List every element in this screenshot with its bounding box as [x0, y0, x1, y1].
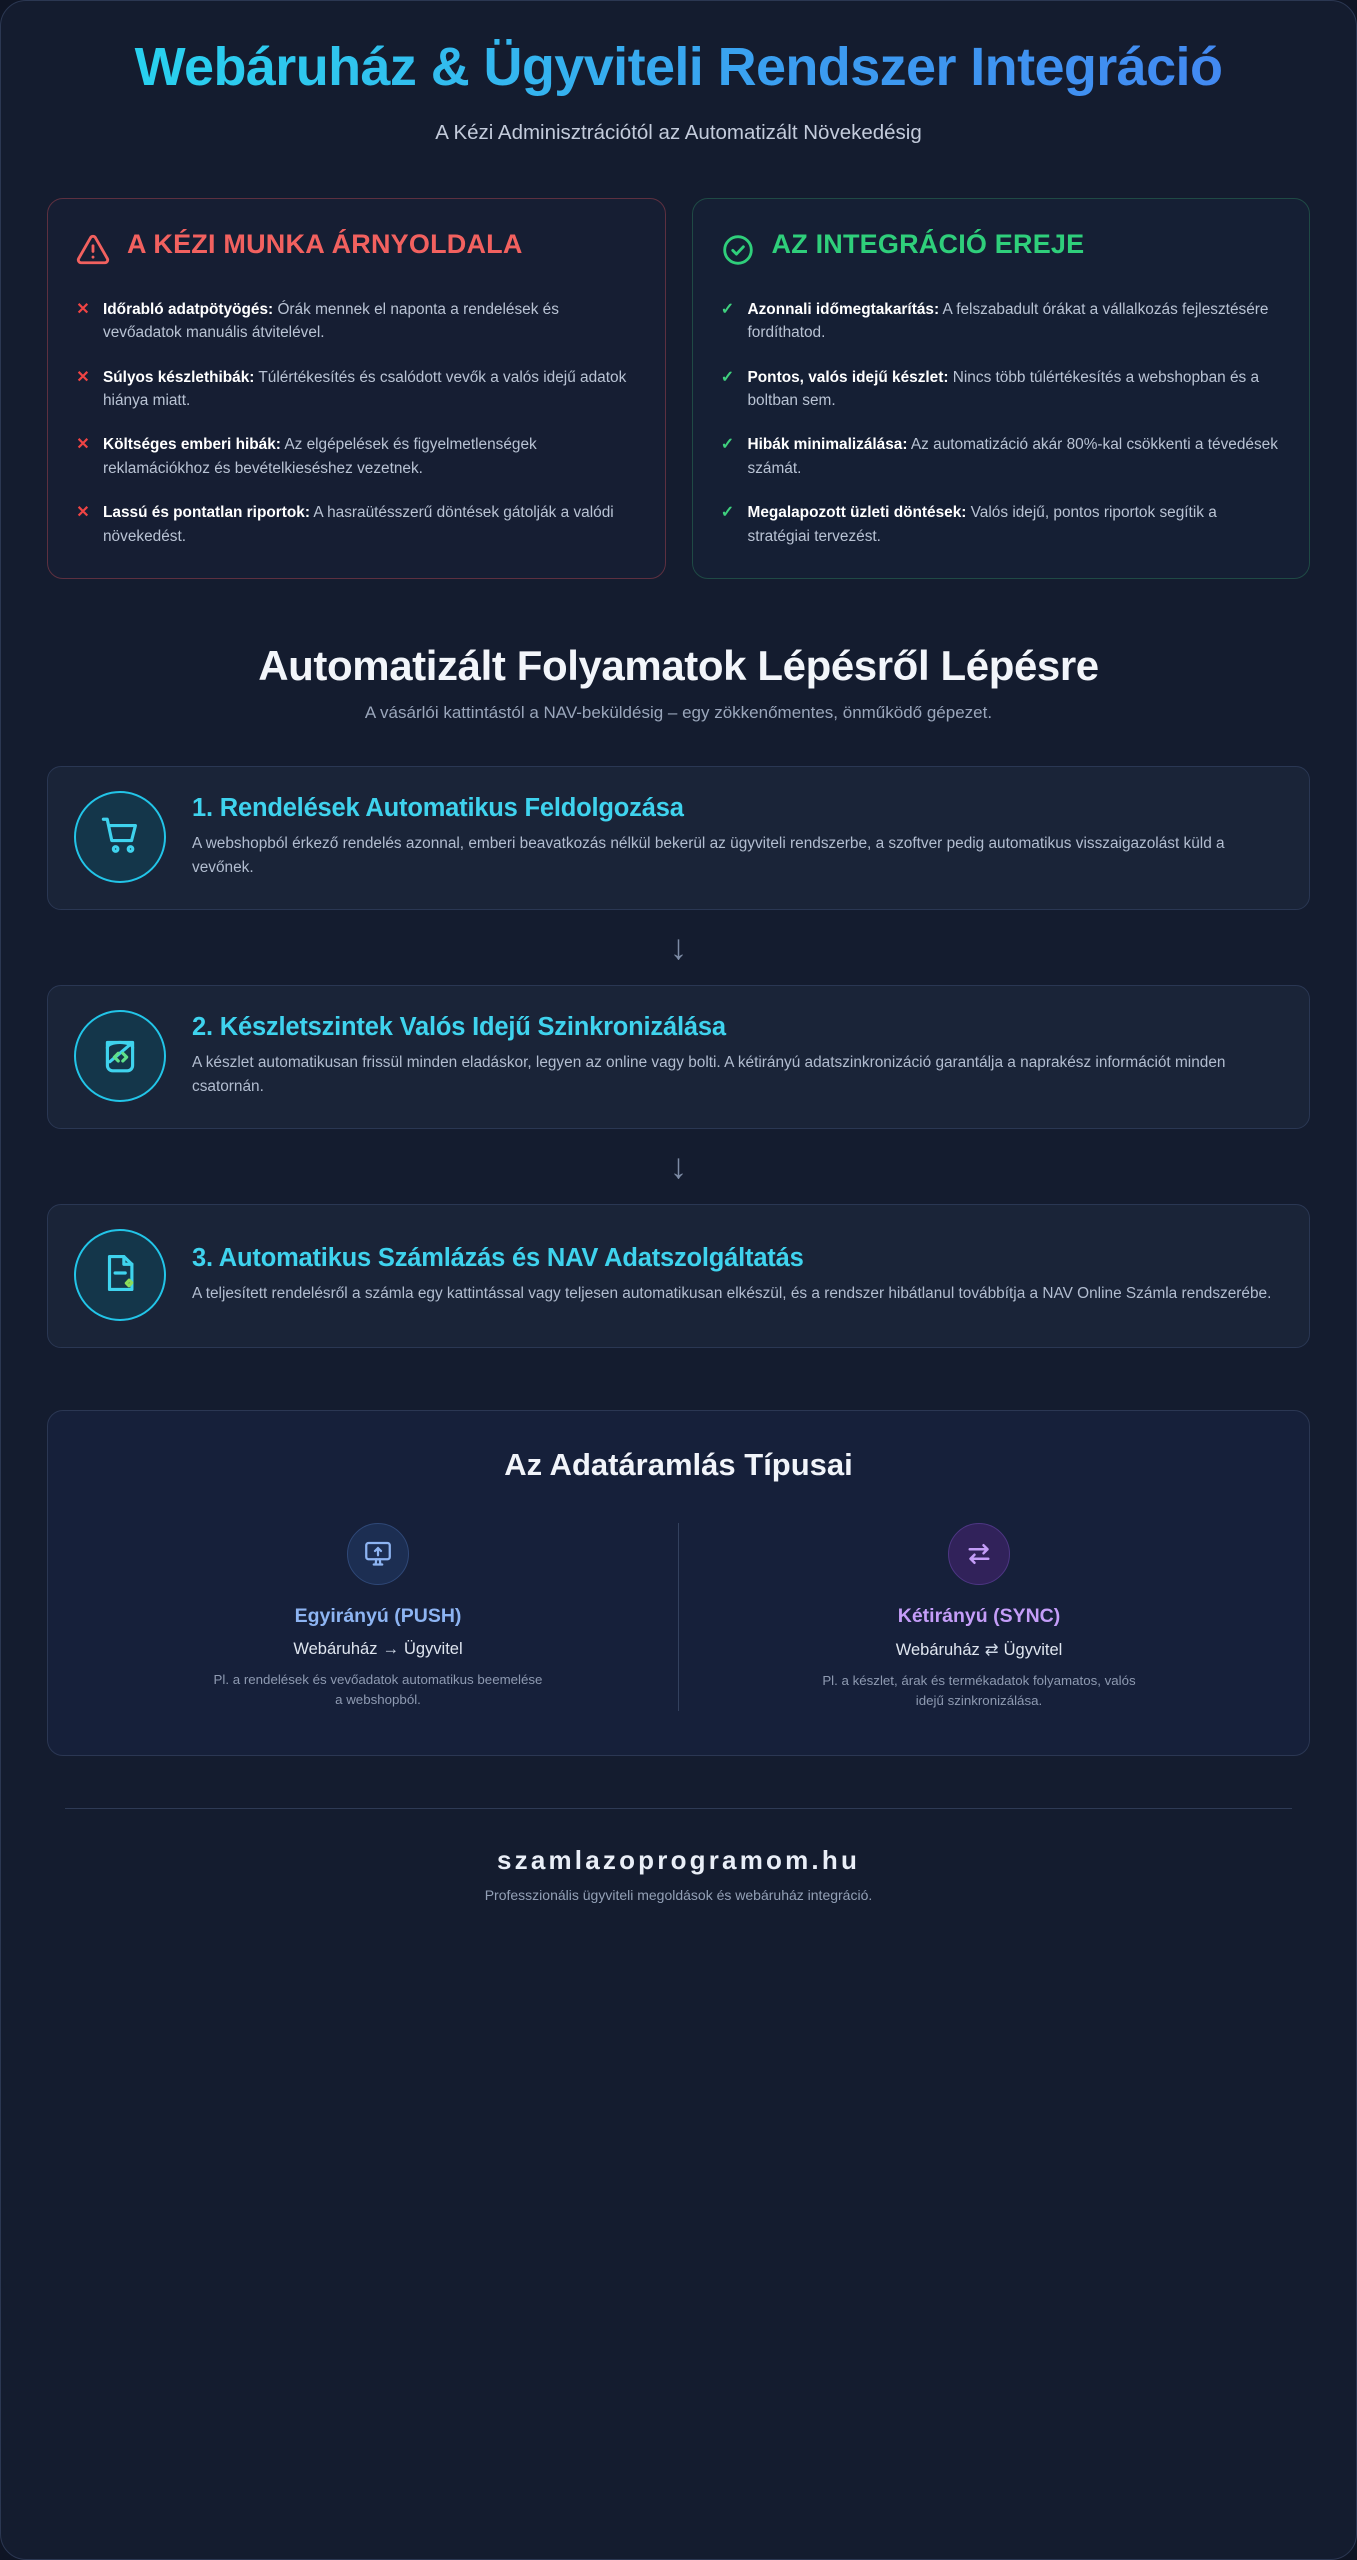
list-item [76, 298, 635, 345]
list-item-text: Órák mennek el naponta a rendelések és vevőadatok manuális átvitelével. [103, 300, 559, 342]
step-1-text: A webshopból érkező rendelés azonnal, emberi beavatkozás nélkül bekerül az ügyviteli rendszerbe, a szoftver pedig automatikus visszaigazolást küld a vevőnek. [192, 834, 1225, 877]
step-3-badge [74, 1229, 166, 1321]
header [47, 1, 1310, 145]
step-3-text: A teljesített rendelésről a számla egy kattintással vagy teljesen automatikusan elkészül, és a rendszer hibátlanul továbbítja a NAV Online Számla rendszerébe. [192, 1284, 1272, 1302]
footer-tagline: Professzionális ügyviteli megoldások és webáruház integráció. [484, 1886, 873, 1903]
list-item [721, 433, 1280, 480]
dataflow-card [47, 1410, 1310, 1756]
list-item-text: Az elgépelések és figyelmetlenségek reklamációkhoz és bevételkieséshez vezetnek. [103, 436, 537, 477]
push-title: Egyirányú (PUSH) [294, 1605, 462, 1628]
dataflow-sync-column [678, 1523, 1279, 1711]
comparison-section [47, 198, 1310, 579]
step-3-body [192, 1244, 1279, 1306]
step-3-title: 3. Automatikus Számlázás és NAV Adatszolgáltatás [192, 1243, 804, 1272]
process-heading: Automatizált Folyamatok Lépésről Lépésre [258, 642, 1099, 690]
process-step-3 [47, 1204, 1310, 1348]
step-2-title: 2. Készletszintek Valós Idejű Szinkronizálása [192, 1012, 726, 1041]
sync-path [705, 1640, 1253, 1660]
list-item-term: Időrabló adatpötyögés: [103, 300, 274, 318]
footer [47, 1809, 1310, 1943]
process-step-2 [47, 985, 1310, 1129]
push-to: Ügyvitel [403, 1640, 463, 1659]
manual-work-card-header [76, 229, 635, 272]
process-section-header [47, 642, 1310, 723]
manual-work-heading: A KÉZI MUNKA ÁRNYOLDALA [127, 228, 523, 259]
step-1-title: 1. Rendelések Automatikus Feldolgozása [192, 793, 684, 822]
sync-from: Webáruház [895, 1641, 980, 1660]
step-2-badge [74, 1010, 166, 1102]
database-sync-icon [99, 1033, 141, 1080]
integration-power-heading: AZ INTEGRÁCIÓ EREJE [771, 228, 1085, 259]
step-1-badge [74, 791, 166, 883]
arrows-exchange-icon: ⇄ [984, 1641, 999, 1660]
sync-to: Ügyvitel [1003, 1641, 1063, 1660]
check-icon: ✓ [720, 300, 735, 318]
site-name: szamlazoprogramom.hu [496, 1844, 861, 1875]
list-item-term: Lassú és pontatlan riportok: [103, 504, 310, 522]
step-arrow-2: ↓ [669, 1147, 688, 1187]
push-desc: Pl. a rendelések és vevőadatok automatikus beemelése a webshopból. [213, 1672, 543, 1707]
invoice-document-icon [99, 1252, 141, 1299]
list-item-term: Hibák minimalizálása: [747, 436, 908, 454]
check-icon: ✓ [720, 504, 735, 522]
list-item-text: Valós idejű, pontos riportok segítik a stratégiai tervezést. [747, 504, 1217, 545]
check-icon: ✓ [720, 436, 735, 454]
dataflow-heading: Az Adatáramlás Típusai [504, 1447, 853, 1483]
shopping-cart-icon [99, 814, 141, 861]
list-item-term: Megalapozott üzleti döntések: [747, 504, 967, 522]
push-from: Webáruház [293, 1640, 378, 1659]
step-2-body [192, 1013, 1279, 1100]
cross-icon: ✕ [76, 436, 90, 454]
list-item [76, 501, 635, 548]
list-item-term: Költséges emberi hibák: [103, 436, 281, 454]
list-item [721, 366, 1280, 413]
list-item [76, 433, 635, 480]
warning-triangle-icon [76, 233, 110, 272]
monitor-upload-icon [347, 1523, 409, 1585]
list-item [721, 298, 1280, 345]
bidirectional-arrows-icon [948, 1523, 1010, 1585]
sync-title: Kétirányú (SYNC) [897, 1605, 1061, 1628]
integration-power-card [692, 198, 1311, 579]
list-item-text: A felszabadult órákat a vállalkozás fejlesztésére fordíthatod. [747, 300, 1269, 342]
integration-power-list [721, 298, 1280, 548]
check-icon: ✓ [720, 368, 735, 386]
list-item-text: Az automatizáció akár 80%-kal csökkenti a tévedések számát. [747, 436, 1278, 477]
manual-work-list [76, 298, 635, 548]
manual-work-card [47, 198, 666, 579]
list-item-term: Súlyos készlethibák: [103, 368, 255, 386]
cross-icon: ✕ [76, 300, 90, 318]
list-item-text: Túlértékesítés és csalódott vevők a valós idejű adatok hiánya miatt. [103, 368, 627, 409]
list-item-text: A hasraütésszerű döntések gátolják a valódi növekedést. [103, 504, 614, 545]
page-title: Webáruház & Ügyviteli Rendszer Integráció [47, 39, 1310, 97]
cross-icon: ✕ [76, 368, 90, 386]
list-item-term: Pontos, valós idejű készlet: [747, 368, 949, 386]
step-1-body [192, 794, 1279, 881]
sync-desc: Pl. a készlet, árak és termékadatok folyamatos, valós idejű szinkronizálása. [822, 1673, 1136, 1708]
step-arrow-1: ↓ [669, 928, 688, 968]
page-subtitle: A Kézi Adminisztrációtól az Automatizált Növekedésig [435, 120, 922, 144]
process-step-1 [47, 766, 1310, 910]
push-path [104, 1640, 652, 1659]
list-item-text: Nincs több túlértékesítés a webshopban és a boltban sem. [747, 368, 1260, 409]
dataflow-push-column [78, 1523, 678, 1711]
arrow-right-icon: → [382, 1640, 399, 1659]
step-2-text: A készlet automatikusan frissül minden eladáskor, legyen az online vagy bolti. A kétirányú adatszinkronizáció garantálja a naprakész információt minden csatornán. [192, 1053, 1226, 1096]
list-item-term: Azonnali időmegtakarítás: [747, 300, 940, 318]
dataflow-columns [78, 1523, 1279, 1711]
cross-icon: ✕ [76, 504, 90, 522]
integration-power-card-header [721, 229, 1280, 272]
process-steps [47, 766, 1310, 1348]
process-lead: A vásárlói kattintástól a NAV-beküldésig – egy zökkenőmentes, önműködő gépezet. [364, 703, 993, 723]
check-circle-icon [721, 233, 755, 272]
list-item [76, 366, 635, 413]
list-item [721, 501, 1280, 548]
